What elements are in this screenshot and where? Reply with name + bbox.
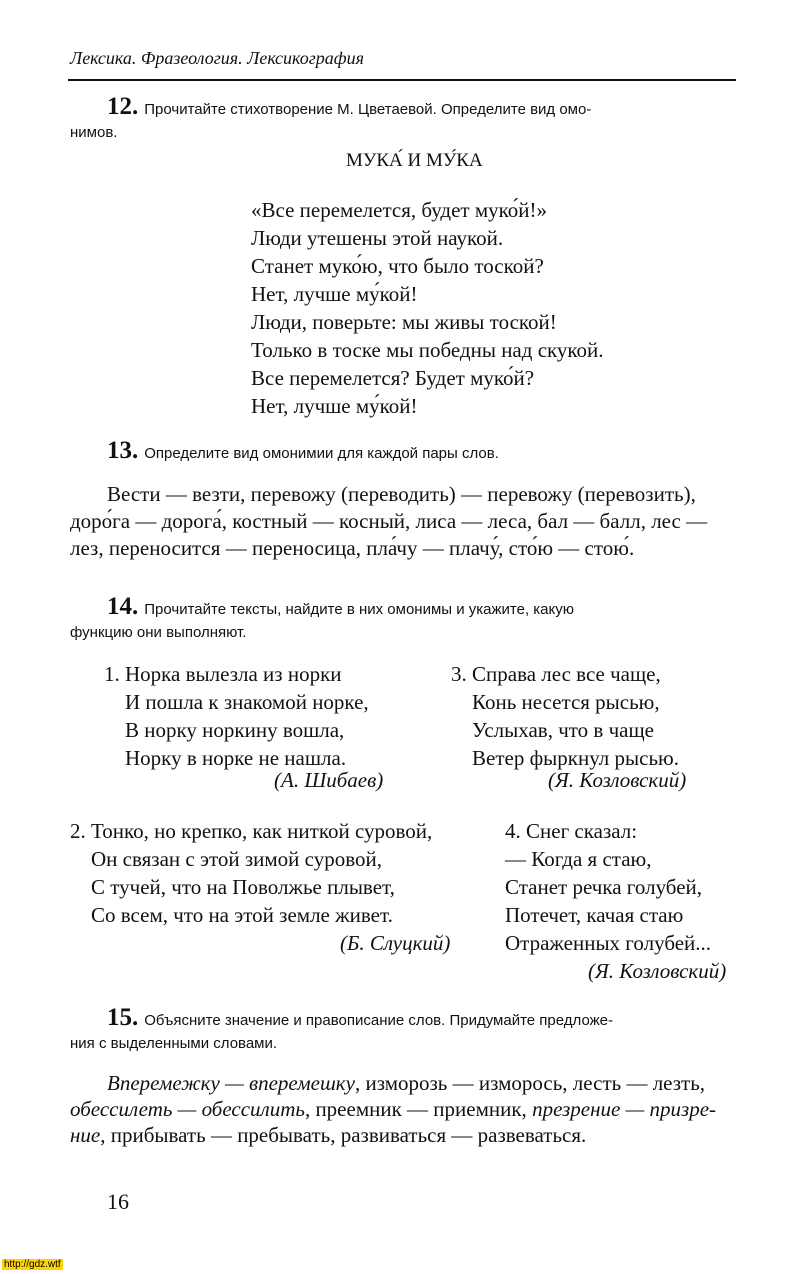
poem-line: «Все перемелется, будет муко́й!» <box>251 198 548 222</box>
emphasized-words: Вперемежку — вперемешку <box>107 1071 355 1095</box>
poem-line: В норку норкину вошла, <box>125 718 345 742</box>
plain-words: , изморозь — изморось, лесть — лезть, <box>354 1071 706 1095</box>
task-14-number: 14. <box>107 593 139 620</box>
task-13-line2: доро́га — дорога́, костный — косный, лиса — леса, бал — балл, лес — <box>70 509 708 533</box>
poem-line: Ветер фыркнул рысью. <box>472 746 679 770</box>
task-14-instruction-line1: Прочитайте тексты, найдите в них омонимы и укажите, какую <box>144 601 574 618</box>
plain-words: , преемник — приемник, <box>304 1097 533 1121</box>
poem-line: — Когда я стаю, <box>505 847 652 871</box>
task-12-heading <box>107 93 591 121</box>
poem-line: Он связан с этой зимой суровой, <box>91 847 382 871</box>
poem-line: 3. Справа лес все чаще, <box>451 662 661 686</box>
poem-line: Услыхав, что в чаще <box>472 718 654 742</box>
poem-title: МУКА́ И МУ́КА <box>346 150 483 171</box>
task-14-instruction-line2: функцию они выполняют. <box>70 624 247 641</box>
running-header: Лексика. Фразеология. Лексикография <box>70 48 364 68</box>
poem-line: Со всем, что на этой земле живет. <box>91 903 393 927</box>
task-12-instruction-line2: нимов. <box>70 124 118 141</box>
poem-4-author: (Я. Козловский) <box>588 959 727 983</box>
emphasized-words: ние <box>70 1123 101 1147</box>
plain-words: , прибывать — пребывать, развиваться — развеваться. <box>100 1123 587 1147</box>
poem-line: Потечет, качая стаю <box>505 903 684 927</box>
poem-line: Станет муко́ю, что было тоской? <box>251 254 544 278</box>
poem-line: С тучей, что на Поволжье плывет, <box>91 875 395 899</box>
task-15-line2 <box>70 1097 716 1122</box>
page-number: 16 <box>107 1189 129 1214</box>
poem-line: 4. Снег сказал: <box>505 819 638 843</box>
task-12-number: 12. <box>107 93 139 120</box>
task-12-poem <box>251 196 604 420</box>
task-13-number: 13. <box>107 437 139 464</box>
poem-line: И пошла к знакомой норке, <box>125 690 369 714</box>
task-15-heading <box>107 1004 613 1032</box>
task-14-heading <box>107 593 574 621</box>
poem-2-author: (Б. Слуцкий) <box>340 931 451 955</box>
poem-4 <box>505 817 711 957</box>
task-13-heading <box>107 437 499 465</box>
task-13-line3: лез, переносится — переносица, пла́чу — плачу́, сто́ю — стою́. <box>70 536 635 560</box>
task-12-instruction-line1: Прочитайте стихотворение М. Цветаевой. Определите вид омо- <box>144 101 592 118</box>
poem-line: Конь несется рысью, <box>472 690 660 714</box>
poem-3 <box>451 660 679 772</box>
poem-line: Люди, поверьте: мы живы тоской! <box>251 310 557 334</box>
poem-line: Только в тоске мы победны над скукой. <box>251 338 604 362</box>
task-15-instruction-line1: Объясните значение и правописание слов. Придумайте предложе- <box>144 1012 613 1029</box>
task-15-number: 15. <box>107 1004 139 1031</box>
task-15-line3 <box>70 1123 586 1148</box>
header-rule <box>68 79 736 81</box>
poem-line: Станет речка голубей, <box>505 875 703 899</box>
poem-line: Нет, лучше му́кой! <box>251 282 418 306</box>
poem-line: Все перемелется? Будет муко́й? <box>251 366 535 390</box>
watermark-link[interactable]: http://gdz.wtf <box>4 1259 61 1270</box>
poem-line: Нет, лучше му́кой! <box>251 394 418 418</box>
task-13-instruction: Определите вид омонимии для каждой пары слов. <box>144 445 499 462</box>
poem-line: Люди утешены этой наукой. <box>251 226 504 250</box>
poem-1 <box>104 660 369 772</box>
task-13-line1: Вести — везти, перевожу (переводить) — перевожу (перевозить), <box>107 482 696 506</box>
poem-1-author: (А. Шибаев) <box>274 768 384 792</box>
poem-3-author: (Я. Козловский) <box>548 768 687 792</box>
poem-line: 1. Норка вылезла из норки <box>104 662 342 686</box>
emphasized-words: обессилеть — обессилить <box>70 1097 305 1121</box>
poem-line: 2. Тонко, но крепко, как ниткой суровой, <box>70 819 433 843</box>
poem-line: Норку в норке не нашла. <box>125 746 347 770</box>
emphasized-words: презрение — призре- <box>532 1097 717 1121</box>
task-15-line1 <box>107 1071 705 1096</box>
task-15-instruction-line2: ния с выделенными словами. <box>70 1035 278 1052</box>
poem-2 <box>70 817 432 929</box>
poem-line: Отраженных голубей... <box>505 931 712 955</box>
